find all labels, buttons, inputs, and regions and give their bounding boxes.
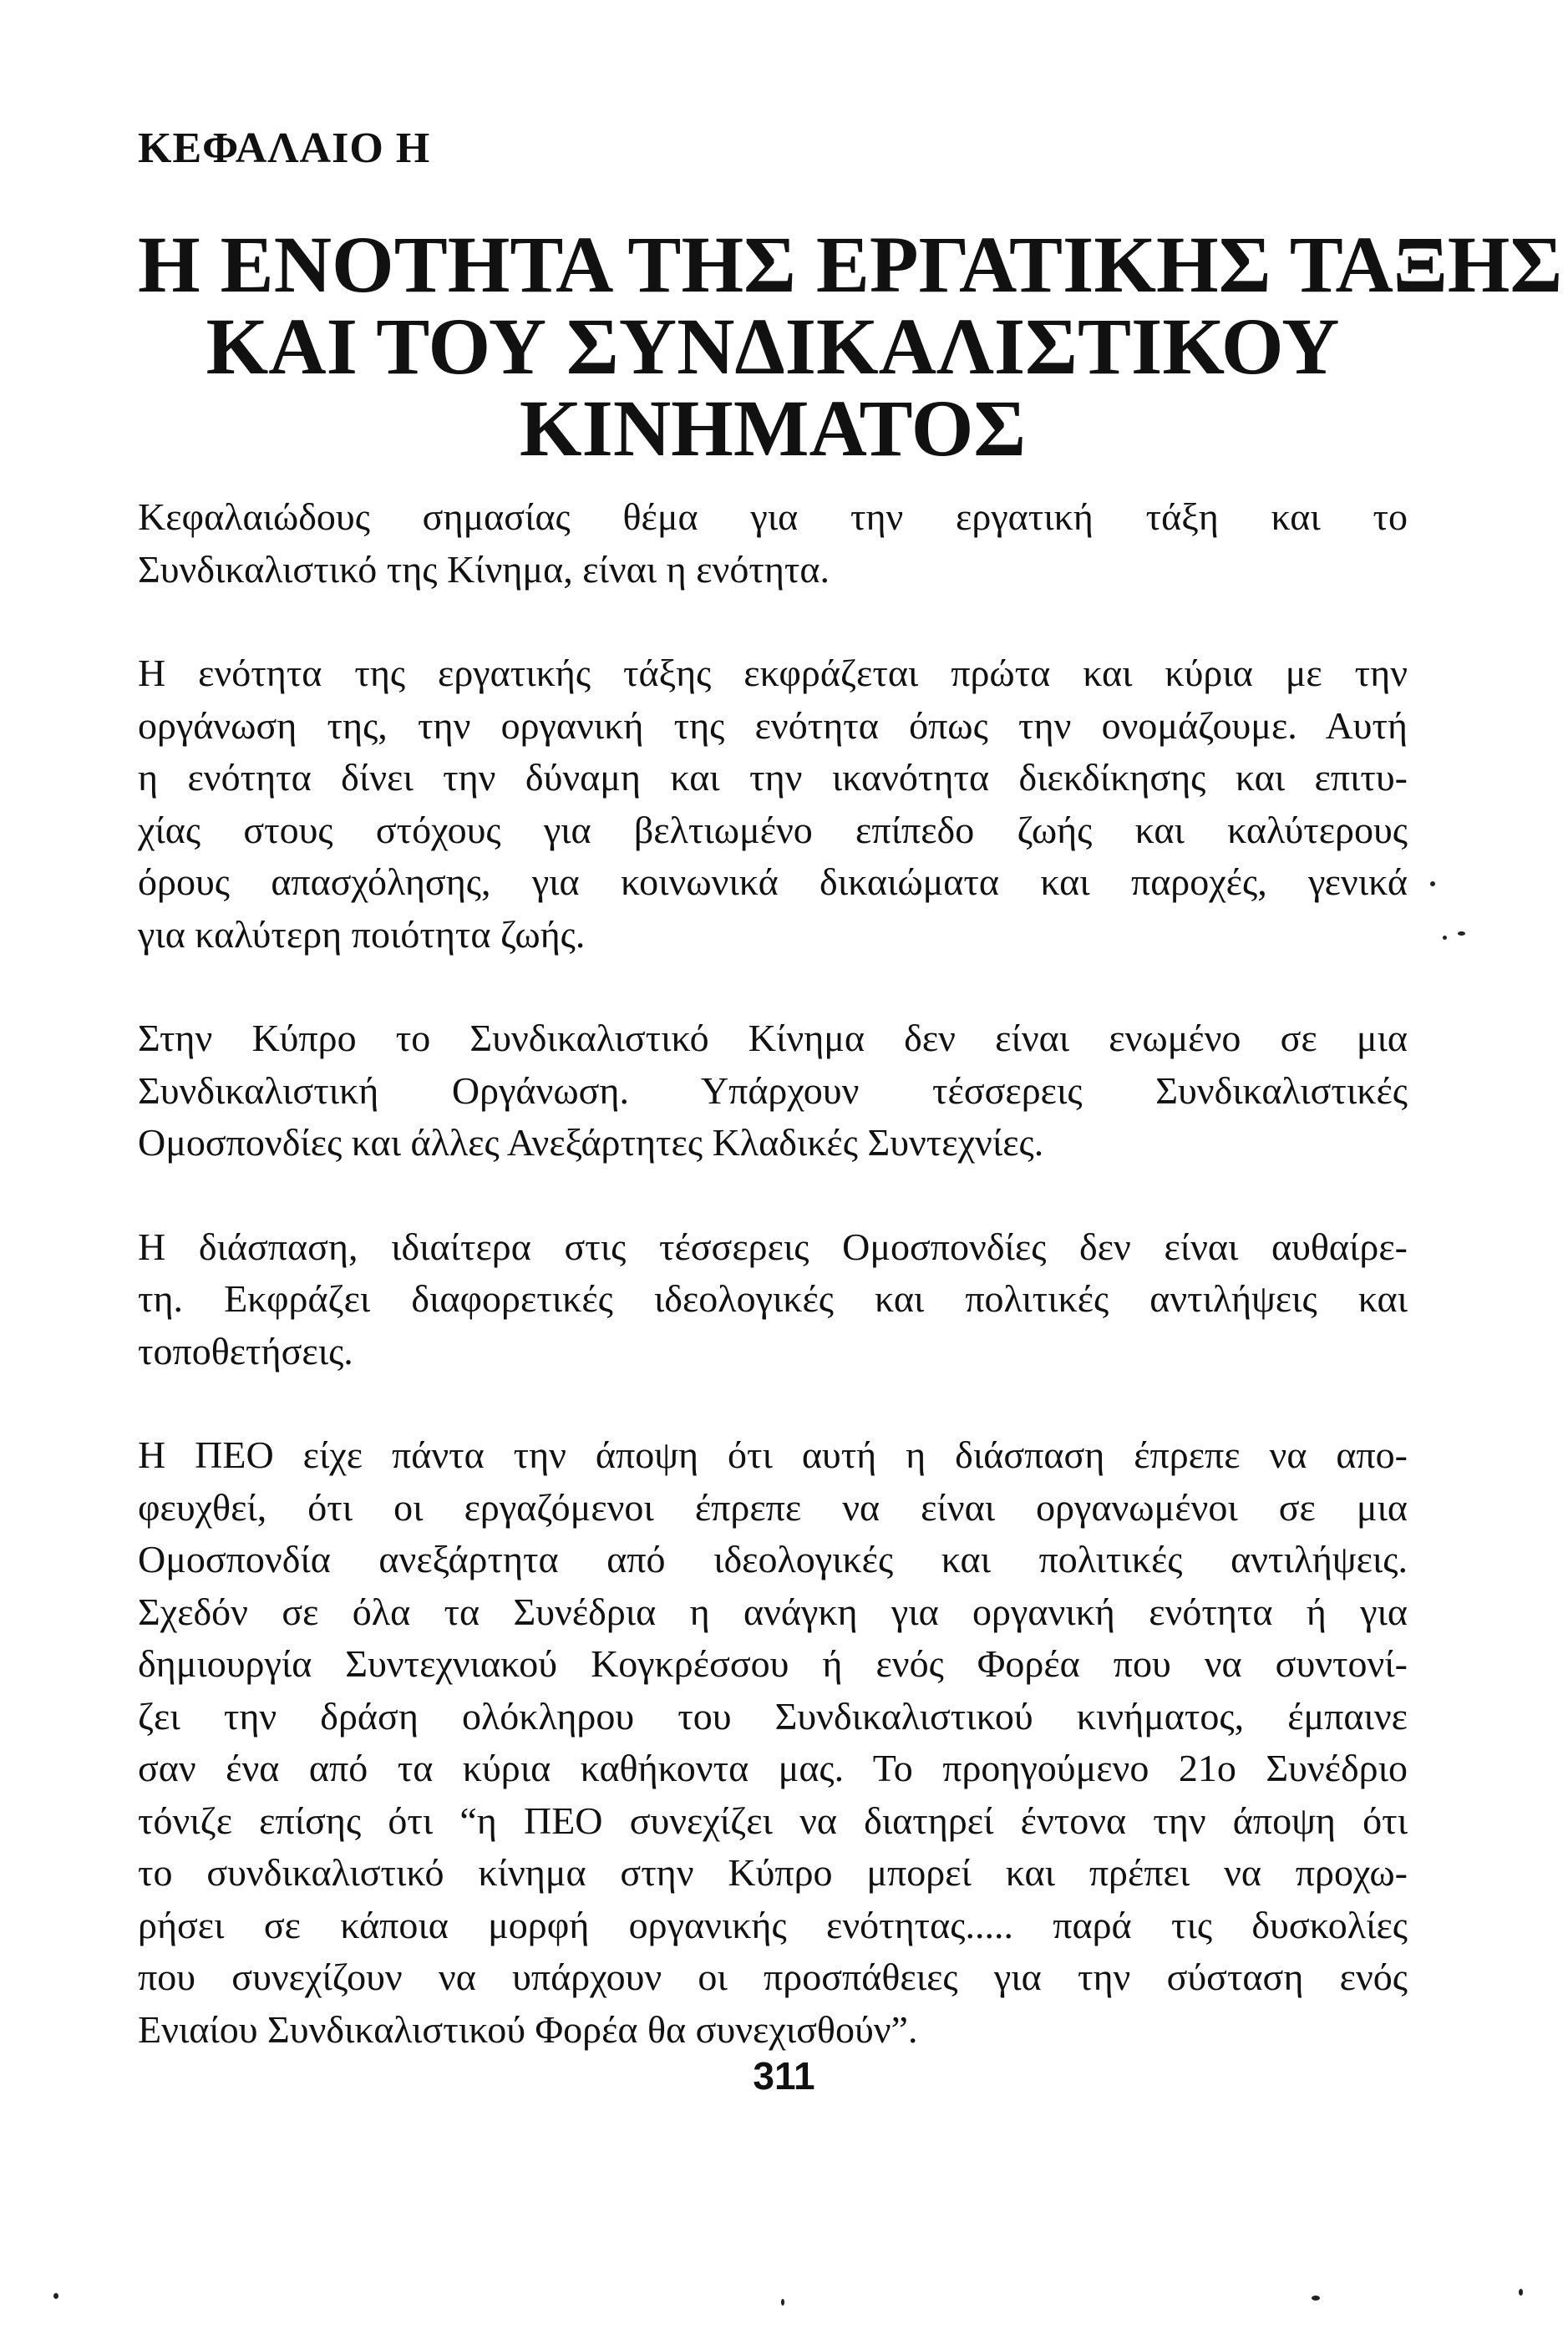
text-line: Κεφαλαιώδους σημασίας θέμα για την εργατική τάξη και το	[138, 495, 1408, 538]
text-line: για καλύτερη ποιότητα ζωής.	[138, 912, 586, 956]
text-line: Η διάσπαση, ιδιαίτερα στις τέσσερεις Ομοσπονδίες δεν είναι αυθαίρε-	[138, 1225, 1408, 1268]
text-line: Η ΠΕΟ είχε πάντα την άποψη ότι αυτή η διάσπαση έπρεπε να απο-	[138, 1433, 1408, 1476]
text-line: σαν ένα από τα κύρια καθήκοντα μας. Το προηγούμενο 21ο Συνέδριο	[138, 1747, 1408, 1789]
chapter-title	[138, 220, 1563, 473]
text-line: Η ενότητα της εργατικής τάξης εκφράζεται πρώτα και κύρια με την	[138, 652, 1408, 694]
scan-speck	[1430, 881, 1435, 886]
text-line: Συνδικαλιστικό της Κίνημα, είναι η ενότητα.	[138, 547, 830, 591]
text-line: Στην Κύπρο το Συνδικαλιστικό Κίνημα δεν είναι ενωμένο σε μια	[138, 1017, 1408, 1059]
text-line: που συνεχίζουν να υπάρχουν οι προσπάθειες για την σύσταση ενός	[138, 1956, 1408, 1998]
chapter-title-line: ΚΙΝΗΜΑΤΟΣ	[519, 383, 1027, 473]
text-line: Ενιαίου Συνδικαλιστικού Φορέα θα συνεχισθούν”.	[138, 2007, 918, 2051]
text-line: τόνιζε επίσης ότι “η ΠΕΟ συνεχίζει να διατηρεί έντονα την άποψη ότι	[138, 1799, 1408, 1842]
text-line: τοποθετήσεις.	[138, 1329, 353, 1372]
body-text	[138, 491, 1408, 2108]
scan-speck	[1519, 2289, 1523, 2296]
chapter-title-line: Η ΕΝΟΤΗΤΑ ΤΗΣ ΕΡΓΑΤΙΚΗΣ ΤΑΞΗΣ	[138, 220, 1563, 309]
text-line: ρήσει σε κάποια μορφή οργανικής ενότητας..... παρά τις δυσκολίες	[138, 1903, 1408, 1946]
text-line: η ενότητα δίνει την δύναμη και την ικανότητα διεκδίκησης και επιτυ-	[138, 756, 1408, 799]
text-line: φευχθεί, ότι οι εργαζόμενοι έπρεπε να είναι οργανωμένοι σε μια	[138, 1485, 1408, 1529]
scan-speck	[1312, 2296, 1320, 2301]
paragraph-4	[138, 1221, 1408, 1378]
chapter-title-line: ΚΑΙ ΤΟΥ ΣΥΝΔΙΚΑΛΙΣΤΙΚΟΥ	[206, 302, 1340, 391]
paragraph-5	[138, 1429, 1408, 2056]
page-number: 311	[753, 2054, 815, 2098]
chapter-label: ΚΕΦΑΛΑΙΟ Η	[138, 124, 431, 172]
text-line: όρους απασχόλησης, για κοινωνικά δικαιώματα και παροχές, γενικά	[138, 860, 1408, 903]
scan-speck	[781, 2299, 784, 2306]
text-line: Ομοσπονδίες και άλλες Ανεξάρτητες Κλαδικές Συντεχνίες.	[138, 1121, 1044, 1164]
paragraph-2	[138, 647, 1408, 961]
text-line: Συνδικαλιστική Οργάνωση. Υπάρχουν τέσσερεις Συνδικαλιστικές	[138, 1068, 1408, 1112]
text-line: οργάνωση της, την οργανική της ενότητα όπως την ονομάζουμε. Αυτή	[138, 703, 1408, 747]
text-line: τη. Εκφράζει διαφορετικές ιδεολογικές και πολιτικές αντιλήψεις και	[138, 1277, 1408, 1320]
scan-speck	[53, 2293, 58, 2299]
text-line: χίας στους στόχους για βελτιωμένο επίπεδο ζωής και καλύτερους	[138, 808, 1408, 851]
text-line: δημιουργία Συντεχνιακού Κογκρέσσου ή ενός Φορέα που να συντονί-	[138, 1642, 1408, 1685]
text-line: Ομοσπονδία ανεξάρτητα από ιδεολογικές και πολιτικές αντιλήψεις.	[138, 1538, 1408, 1580]
paragraph-3	[138, 1012, 1408, 1169]
text-line: το συνδικαλιστικό κίνημα στην Κύπρο μπορεί και πρέπει να προχω-	[138, 1851, 1408, 1894]
scan-speck	[1458, 931, 1465, 936]
text-line: Σχεδόν σε όλα τα Συνέδρια η ανάγκη για οργανική ενότητα ή για	[138, 1590, 1408, 1633]
paragraph-1	[138, 491, 1408, 596]
text-line: ζει την δράση ολόκληρου του Συνδικαλιστικού κινήματος, έμπαινε	[138, 1694, 1408, 1738]
scan-speck	[1443, 936, 1447, 940]
